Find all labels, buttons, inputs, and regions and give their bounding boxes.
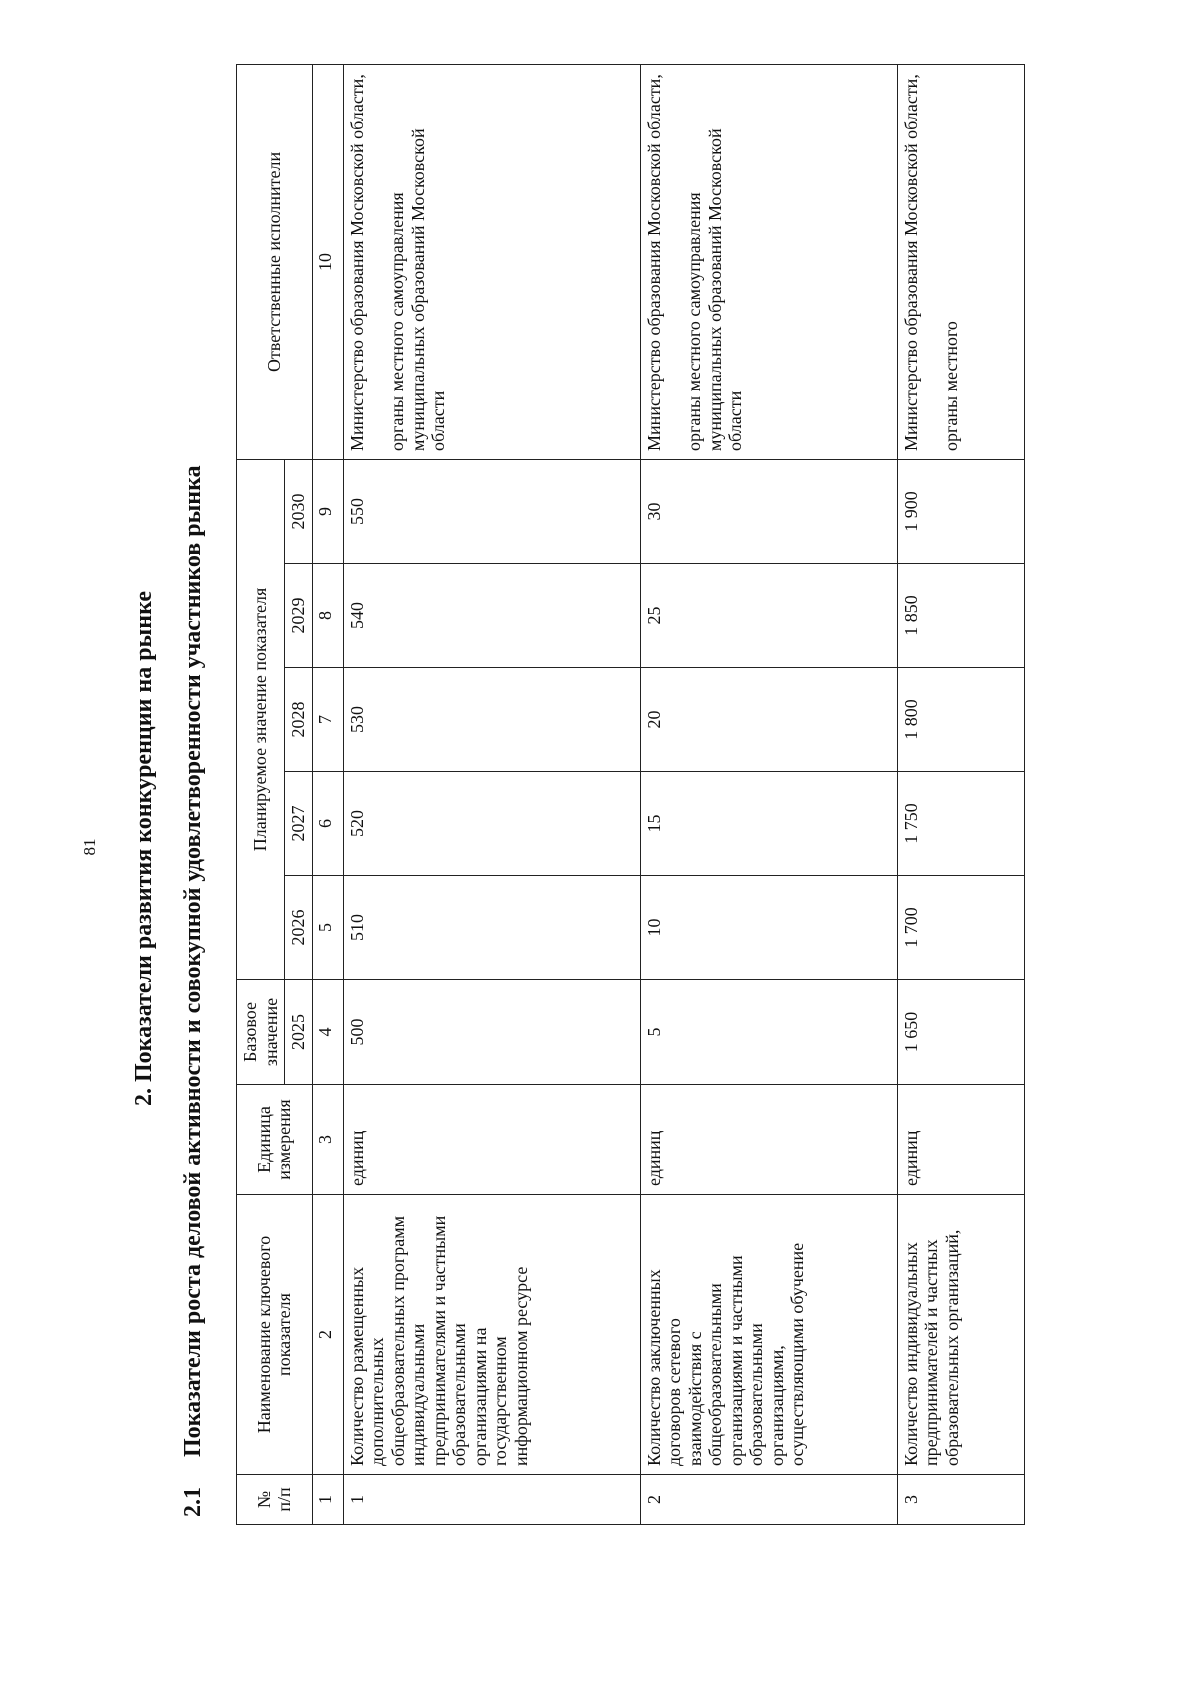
- planned-value-2026: 510: [343, 876, 640, 980]
- section-heading: 2. Показатели развития конкуренции на рынке: [131, 590, 157, 1107]
- indicator-name: Количество размещенных дополнительных общеобразовательных программ индивидуальными предпринимателями и частными образовательными организациями на государственном информационном ресурсе: [343, 1195, 640, 1475]
- row-num: 1: [343, 1475, 640, 1525]
- header-year-2029: 2029: [285, 564, 313, 668]
- header-year-2026: 2026: [285, 876, 313, 980]
- column-number: 1: [312, 1475, 343, 1525]
- planned-value-2029: 540: [343, 564, 640, 668]
- indicators-table: [236, 64, 1025, 1525]
- row-num: 2: [640, 1475, 897, 1525]
- planned-value-2030: 30: [640, 459, 897, 563]
- planned-value-2028: 20: [640, 668, 897, 772]
- header-row-1: [237, 64, 285, 1524]
- subsection-title: Показатели роста деловой активности и совокупной удовлетворенности участников рынка: [180, 465, 206, 1457]
- planned-value-2029: 25: [640, 564, 897, 668]
- table-row: [640, 64, 897, 1524]
- responsible-ministry: Министерство образования Московской области,: [643, 74, 664, 451]
- responsible-ministry: Министерство образования Московской области,: [346, 74, 367, 451]
- base-value: 1 650: [897, 980, 1024, 1085]
- header-indicator: Наименование ключевого показателя: [237, 1195, 313, 1475]
- planned-value-2027: 1 750: [897, 772, 1024, 876]
- page-number: 81: [80, 838, 99, 856]
- header-year-2028: 2028: [285, 668, 313, 772]
- responsible-cell: [897, 64, 1024, 459]
- planned-value-2027: 15: [640, 772, 897, 876]
- header-year-2027: 2027: [285, 772, 313, 876]
- column-number: 10: [312, 64, 343, 459]
- column-number: 2: [312, 1195, 343, 1475]
- column-number: 3: [312, 1085, 343, 1195]
- header-year-2030: 2030: [285, 459, 313, 563]
- spacer: [664, 73, 684, 451]
- indicators-table-wrapper: [236, 65, 1025, 1525]
- table-row: [897, 64, 1024, 1524]
- column-number: 9: [312, 459, 343, 563]
- spacer: [367, 73, 387, 451]
- table-row: [343, 64, 640, 1524]
- responsible-ministry: Министерство образования Московской области,: [900, 74, 921, 451]
- column-number: 4: [312, 980, 343, 1085]
- column-number: 6: [312, 772, 343, 876]
- spacer: [921, 73, 941, 451]
- planned-value-2030: 1 900: [897, 459, 1024, 563]
- responsible-local-authorities: органы местного самоуправления муниципальных образований Московской области: [684, 128, 745, 451]
- planned-value-2029: 1 850: [897, 564, 1024, 668]
- subsection-number: 2.1: [180, 1487, 206, 1517]
- planned-value-2030: 550: [343, 459, 640, 563]
- indicator-name: Количество индивидуальных предпринимателей и частных образовательных организаций,: [897, 1195, 1024, 1475]
- responsible-local-authorities: органы местного самоуправления муниципальных образований Московской области: [387, 128, 448, 451]
- subsection-heading: [180, 67, 207, 1517]
- unit-cell: единиц: [640, 1085, 897, 1195]
- column-number: 8: [312, 564, 343, 668]
- base-value: 5: [640, 980, 897, 1085]
- header-year-2025: 2025: [285, 980, 313, 1085]
- indicator-name: Количество заключенных договоров сетевого взаимодействия с общеобразовательными организациями и частными образовательными организациями, осуществляющими обучение: [640, 1195, 897, 1475]
- header-num: № п/п: [237, 1475, 313, 1525]
- planned-value-2028: 1 800: [897, 668, 1024, 772]
- column-number: 5: [312, 876, 343, 980]
- responsible-cell: [640, 64, 897, 459]
- responsible-cell: [343, 64, 640, 459]
- unit-cell: единиц: [897, 1085, 1024, 1195]
- column-number-row: [312, 64, 343, 1524]
- row-num: 3: [897, 1475, 1024, 1525]
- planned-value-2026: 1 700: [897, 876, 1024, 980]
- header-unit: Единица измерения: [237, 1085, 313, 1195]
- planned-value-2026: 10: [640, 876, 897, 980]
- header-planned-group: Планируемое значение показателя: [237, 459, 285, 979]
- responsible-local-authorities: органы местного: [941, 321, 961, 451]
- planned-value-2027: 520: [343, 772, 640, 876]
- column-number: 7: [312, 668, 343, 772]
- header-responsible: Ответственные исполнители: [237, 64, 313, 459]
- base-value: 500: [343, 980, 640, 1085]
- unit-cell: единиц: [343, 1085, 640, 1195]
- planned-value-2028: 530: [343, 668, 640, 772]
- header-base-group: Базовое значение: [237, 980, 285, 1085]
